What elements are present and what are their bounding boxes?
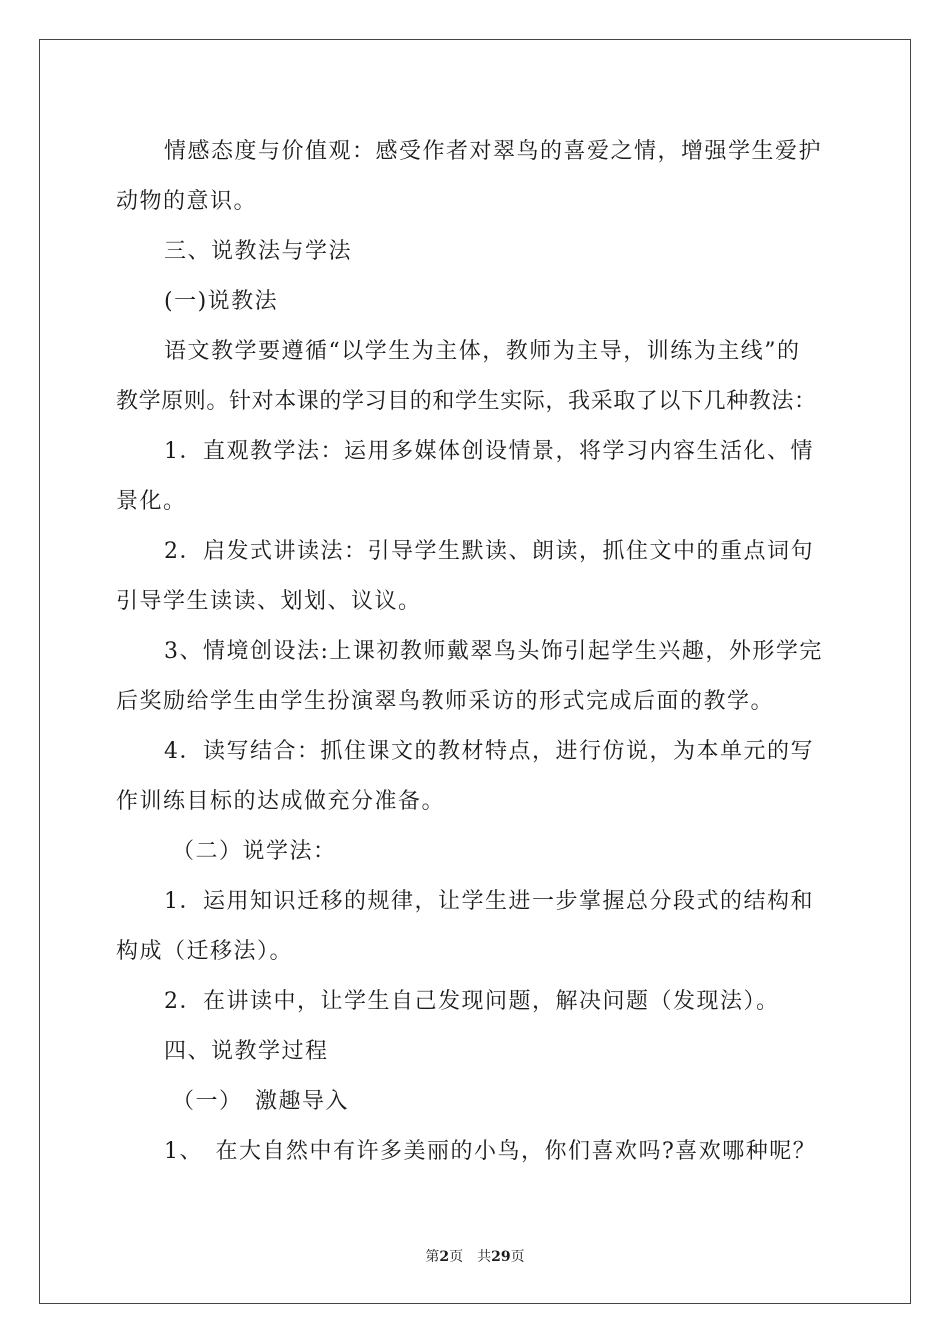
document-body [116, 127, 836, 1177]
footer-total-pages: 29 [491, 1249, 511, 1265]
subsection-heading: （二）说学法： [172, 839, 337, 864]
list-item-line: 后奖励给学生由学生扮演翠鸟教师采访的形式完成后面的教学。 [116, 689, 775, 714]
list-item-line: 3、情境创设法:上课初教师戴翠鸟头饰引起学生兴趣，外形学完 [164, 639, 823, 664]
footer-total-prefix: 共 [477, 1249, 492, 1265]
list-item-line: 1．运用知识迁移的规律，让学生进一步掌握总分段式的结构和 [164, 889, 814, 914]
list-item-line: 1．直观教学法：运用多媒体创设情景，将学习内容生活化、情 [164, 439, 814, 464]
paragraph-line: 语文教学要遵循“以学生为主体，教师为主导，训练为主线”的 [164, 339, 801, 364]
footer-page-suffix: 页 [449, 1249, 464, 1265]
list-item-line: 2．启发式讲读法：引导学生默读、朗读，抓住文中的重点词句 [164, 539, 814, 564]
list-item-line: 作训练目标的达成做充分准备。 [116, 789, 446, 814]
section-heading: 三、说教法与学法 [164, 239, 353, 264]
list-item-line: 2．在讲读中，让学生自己发现问题，解决问题（发现法）。 [164, 989, 780, 1014]
list-item-line: 构成（迁移法）。 [116, 939, 294, 964]
page-footer [0, 1246, 950, 1266]
subsection-heading: (一)说教法 [164, 289, 279, 314]
paragraph-line: 情感态度与价值观：感受作者对翠鸟的喜爱之情，增强学生爱护 [164, 139, 823, 164]
paragraph-line: 教学原则。针对本课的学习目的和学生实际，我采取了以下几种教法： [116, 389, 817, 414]
list-item-line: 4．读写结合：抓住课文的教材特点，进行仿说，为本单元的写 [164, 739, 814, 764]
subsection-heading: （一） 激趣导入 [172, 1089, 350, 1114]
list-item-line: 引导学生读读、划划、议议。 [116, 589, 422, 614]
section-heading: 四、说教学过程 [164, 1039, 329, 1064]
footer-page-number: 2 [439, 1249, 450, 1265]
footer-total-suffix: 页 [510, 1249, 525, 1265]
paragraph-line: 动物的意识。 [116, 189, 258, 214]
list-item-line: 景化。 [116, 489, 187, 514]
footer-page-prefix: 第 [425, 1249, 440, 1265]
list-item-line: 1、 在大自然中有许多美丽的小鸟，你们喜欢吗?喜欢哪种呢？ [164, 1139, 817, 1164]
